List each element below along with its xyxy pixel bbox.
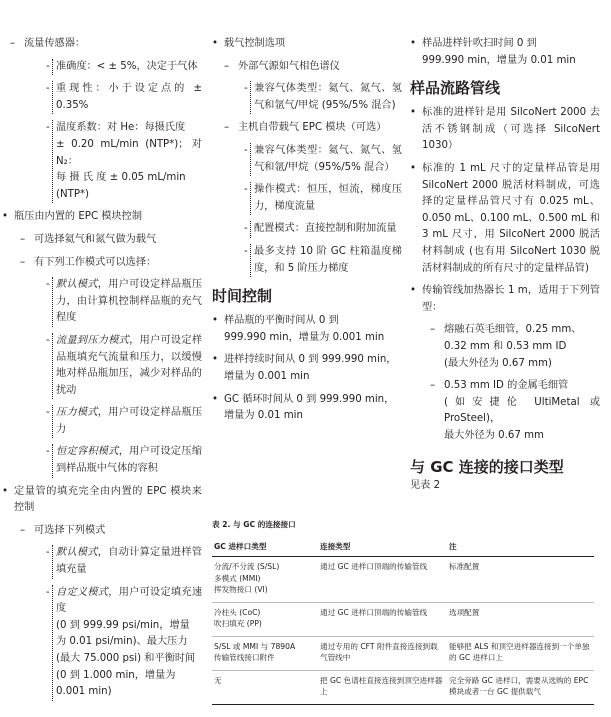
compatible-gases-item-2: - 兼容气体类型：氦气、氮气、氢气和氩/甲烷（95%/5% 混合） [250, 143, 402, 176]
fused-silica-line: (最大外径为 0.67 mm) [444, 357, 552, 369]
metal-line: – 0.53 mm ID 的金属毛细管 [444, 380, 569, 392]
temp-coeff-item [52, 120, 202, 203]
mode-label: 自定义模式 [56, 586, 109, 598]
see-table-note: 见表 2 [410, 480, 441, 492]
mode-label: 默认模式 [56, 279, 98, 291]
table-row [212, 636, 594, 670]
equil-line: 999.990 min，增量为 0.001 min [224, 331, 385, 343]
flow-sensor-item: – 流量传感器： [24, 36, 202, 53]
table-cell: 完全旁路 GC 进样口，需要从选购的 EPC 模块或者一台 GC 提供载气 [447, 670, 594, 704]
table-cell: 冷柱头 (CoC) 吹扫填充 (PP) [212, 602, 318, 636]
custom-range-line: 为 0.01 psi/min)、最大压力 [56, 636, 188, 648]
fused-silica-line: 0.32 mm 和 0.53 mm ID [444, 340, 567, 352]
table-cell: 分流/不分流 (S/SL) 多模式 (MMI) 挥发物接口 (VI) [212, 557, 318, 603]
flow-to-pressure-item [52, 333, 202, 399]
inject-line: 增量为 0.001 min [224, 370, 310, 382]
table-cell: 无 [212, 670, 318, 704]
mode-label: 默认模式 [56, 547, 98, 559]
mode-label: 恒定容积模式 [56, 446, 119, 458]
loop-modes-item: – 可选择下列模式 [34, 523, 202, 540]
timing-heading: 时间控制 [212, 287, 273, 306]
transfer-line-item: • 传输管线加热器长 1 m，适用于下列管型： [422, 283, 600, 316]
config-mode-item: - 配置模式：直接控制和附加流量 [250, 221, 402, 238]
table-row [212, 602, 594, 636]
temp-coeff-line: - 温度系数：对 He：每摄氏度 [56, 122, 186, 134]
custom-mode-item [52, 585, 202, 701]
table-cell: 通过 GC 进样口顶端的传输管线 [318, 557, 447, 603]
gc-interface-table-block [212, 519, 594, 705]
flow-path-heading: 样品流路管线 [410, 79, 501, 98]
inject-line: • 进样持续时间从 0 到 999.990 min， [224, 354, 397, 366]
table-header: GC 进样口类型 [212, 539, 318, 557]
table-header: 连接类型 [318, 539, 447, 557]
table-row [212, 557, 594, 603]
cycle-line: 增量为 0.01 min [224, 410, 303, 422]
table-cell: 标准配置 [447, 557, 594, 603]
right-column [410, 36, 600, 495]
mode-label: 压力模式 [56, 407, 98, 419]
mode-text: ，用户可设定样品瓶压力，由计算机控制样品瓶的充气程度 [56, 279, 203, 324]
table-cell: 把 GC 色谱柱直接连接到顶空进样器上 [318, 670, 447, 704]
fused-silica-item [444, 322, 600, 372]
temp-coeff-line: ± 0.20 mL/min (NTP*)；对 N₂： [56, 138, 202, 167]
compatible-gases-item: - 兼容气体类型：氦气、氮气、氢气和氩气/甲烷 (95%/5% 混合) [250, 81, 402, 114]
mode-label: 流量到压力模式 [56, 334, 130, 346]
const-volume-item [52, 444, 202, 477]
gas-choice-item: – 可选择氦气和氮气做为载气 [34, 232, 202, 249]
work-modes-item: – 有下列工作模式可以选择： [34, 255, 202, 272]
inject-time-item [224, 352, 402, 385]
table-row [212, 670, 594, 704]
fused-silica-line: – 熔融石英毛细管，0.25 mm、 [444, 324, 582, 336]
needle-item: • 标准的进样针是用 SilcoNert 2000 去活不锈钢制成（可选择 SilcoNert 1030） [422, 105, 600, 155]
custom-range-line: (0 到 999.99 psi/min，增量 [56, 619, 190, 631]
table-cell: 通过专用的 CFT 附件直接连接到载气管线中 [318, 636, 447, 670]
middle-column [212, 36, 402, 431]
metal-capillary-item [444, 378, 600, 444]
purge-time-item [422, 36, 600, 69]
metal-line: 最大外径为 0.67 mm [444, 429, 544, 441]
table-cell: S/SL 或 MMI 与 7890A 传输管线接口附件 [212, 636, 318, 670]
default-mode-item [52, 277, 202, 327]
external-supply-item: – 外部气源如气相色谱仪 [238, 59, 402, 76]
pressure-mode-item [52, 405, 202, 438]
table-body [212, 557, 594, 705]
mode-text: ，用户可设定压缩到样品瓶中气体的容积 [56, 446, 203, 475]
mode-text: ，自动计算定量进样管填充量 [56, 547, 203, 576]
gradient-item: - 最多支持 10 阶 GC 柱箱温度梯度，和 5 阶压力梯度 [250, 244, 402, 277]
equil-time-item [224, 313, 402, 346]
purge-line: 999.990 min，增量为 0.01 min [422, 54, 576, 66]
custom-range-line: 0.001 min) [56, 686, 112, 698]
table-cell: 选项配置 [447, 602, 594, 636]
cycle-line: • GC 循环时间从 0 到 999.990 min， [224, 393, 395, 405]
left-column [10, 36, 202, 701]
table-caption: 表 2. 与 GC 的连接接口 [212, 520, 296, 529]
cycle-time-item [224, 392, 402, 425]
mode-text: ，用户可设定填充速度 [56, 586, 203, 615]
gc-interface-heading: 与 GC 连接的接口类型 [410, 458, 564, 477]
main-epc-item: – 主机自带载气 EPC 模块（可选） [238, 120, 402, 137]
loop-std-item: • 标准的 1 mL 尺寸的定量样品管是用 SilcoNert 2000 脱活材料制成，可选择的定量样品管尺寸有 0.025 mL、0.050 mL、0.100 mL、0.500 mL 和 3 mL 尺寸，用 SilcoNert 2000 脱活材料制成 (也有用 SilcoNert 1030 脱活材料制成的所有尺寸的定量样品管) [422, 161, 600, 277]
accuracy-item: - 准确度：< ± 5%，决定于气体 [52, 59, 202, 76]
loop-fill-item: • 定量管的填充完全由内置的 EPC 模块来控制 [14, 484, 202, 517]
table-cell: 能够把 ALS 和顶空进样器连接到一个单独的 GC 进样口上 [447, 636, 594, 670]
op-mode-item: - 操作模式：恒压，恒流，梯度压力，梯度流量 [250, 182, 402, 215]
mode-text: ，用户可设定样品瓶填充气流量和压力，以缓慢地对样品瓶加压，减少对样品的扰动 [56, 334, 203, 396]
metal-line: (如安捷伦 UltiMetal 或 ProSteel)， [444, 396, 600, 425]
custom-range-line: (0 到 1.000 min，增量为 [56, 669, 176, 681]
table-cell: 通过 GC 进样口顶端的传输管线 [318, 602, 447, 636]
temp-coeff-line: (NTP*) [56, 188, 90, 200]
equil-line: • 样品瓶的平衡时间从 0 到 [224, 315, 339, 327]
temp-coeff-line: 每 摄 氏 度 ± 0.05 mL/min [56, 172, 186, 184]
mode-text: ，用户可设定样品瓶压力 [56, 407, 203, 435]
gc-interface-table [212, 539, 594, 705]
repeatability-item: - 重现性：小于设定点的 ± 0.35% [52, 81, 202, 114]
table-header: 注 [447, 539, 594, 557]
purge-line: • 样品进样针吹扫时间 0 到 [422, 38, 537, 49]
vial-epc-item: • 瓶压由内置的 EPC 模块控制 [14, 209, 202, 226]
table-header-row [212, 539, 594, 557]
loop-default-item [52, 545, 202, 578]
carrier-options-item: • 载气控制选项 [224, 36, 402, 53]
custom-range-line: (最大 75.000 psi) 和平衡时间 [56, 653, 196, 664]
